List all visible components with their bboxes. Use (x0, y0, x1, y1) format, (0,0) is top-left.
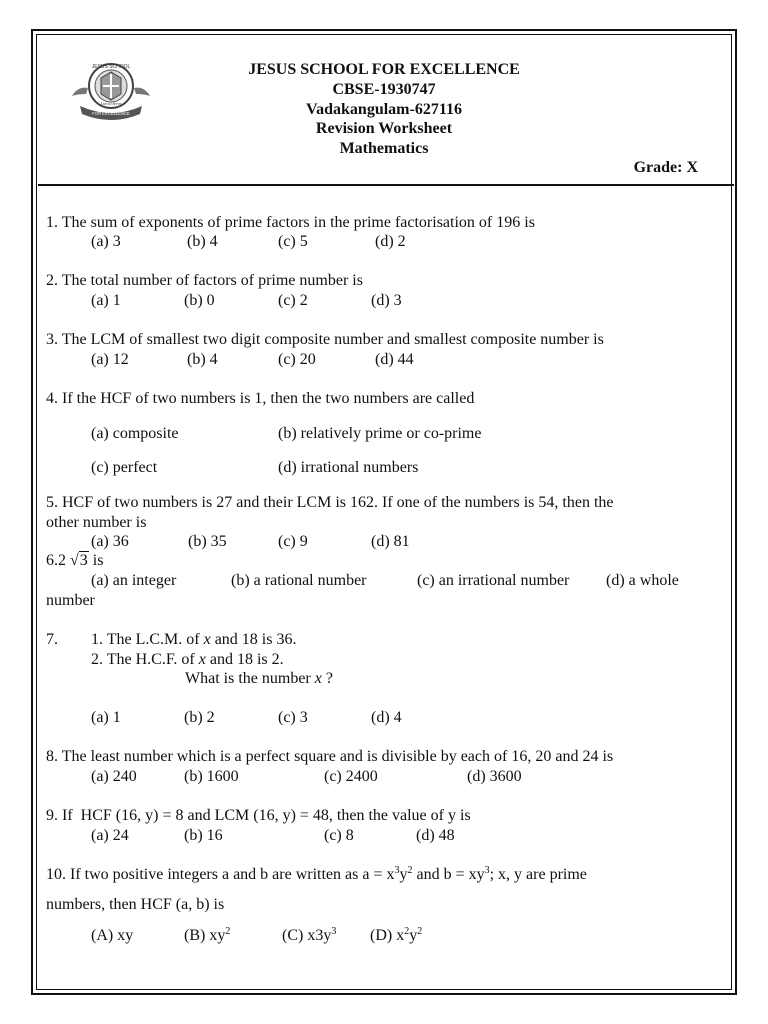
q1-option-d: (d) 2 (375, 233, 406, 250)
q7-var-2: x (198, 651, 206, 668)
q10-t4: ; x, y are prime (489, 866, 587, 883)
q3-option-a: (a) 12 (91, 351, 129, 368)
q10-e3: 3 (484, 865, 490, 876)
q6-option-c: (c) an irrational number (417, 572, 570, 589)
q10-d-exp1: 2 (404, 926, 410, 937)
q1-option-c: (c) 5 (278, 233, 308, 250)
header-divider (38, 184, 734, 186)
q7-statement-1 (91, 630, 296, 650)
logo-bottom-text: FOR EXCELLENCE (92, 111, 130, 116)
subject-title: Mathematics (339, 140, 429, 157)
q3-option-c: (c) 20 (278, 351, 316, 368)
square-root: √3 (70, 552, 88, 569)
question-6-text (46, 551, 103, 571)
q2-option-b: (b) 0 (184, 292, 215, 309)
q9-option-a: (a) 24 (91, 827, 129, 844)
q10-t2: y (399, 866, 408, 883)
q6-option-d-continued: number (46, 592, 95, 609)
q7-statement-2 (91, 650, 284, 670)
q7-s3-b: ? (321, 670, 333, 687)
q1-option-a: (a) 3 (91, 233, 121, 250)
q10-option-d (370, 926, 422, 946)
q8-option-d: (d) 3600 (467, 768, 522, 785)
q10-option-c (282, 926, 336, 946)
q5-option-a: (a) 36 (91, 533, 129, 550)
q10-e2: 2 (407, 865, 413, 876)
q7-s1-a: 1. The L.C.M. of (91, 631, 204, 648)
q6-prefix: 6.2 (46, 552, 70, 569)
question-1-text: 1. The sum of exponents of prime factors in the prime factorisation of 196 is (46, 214, 535, 231)
q7-option-a: (a) 1 (91, 709, 121, 726)
question-5-text-line1: 5. HCF of two numbers is 27 and their LCM is 162. If one of the numbers is 54, then the (46, 494, 614, 511)
q7-s2-a: 2. The H.C.F. of (91, 651, 199, 668)
q7-var-3: x (314, 670, 322, 687)
question-10-text-line1 (46, 865, 587, 885)
q8-option-c: (c) 2400 (324, 768, 378, 785)
q5-option-d: (d) 81 (371, 533, 410, 550)
q10-d-exp2: 2 (417, 926, 423, 937)
question-7-number: 7. (46, 631, 58, 648)
q6-option-d: (d) a whole (606, 572, 679, 589)
q9-option-c: (c) 8 (324, 827, 354, 844)
q2-option-c: (c) 2 (278, 292, 308, 309)
q6-radicand: 3 (79, 552, 88, 569)
q9-option-d: (d) 48 (416, 827, 455, 844)
school-address: Vadakangulam-627116 (306, 101, 462, 118)
q8-option-b: (b) 1600 (184, 768, 239, 785)
q10-c-base: (C) x3y (282, 927, 332, 944)
q7-s2-b: and 18 is 2. (205, 651, 284, 668)
q9-option-b: (b) 16 (184, 827, 223, 844)
q4-option-d: (d) irrational numbers (278, 459, 419, 476)
q4-option-c: (c) perfect (91, 459, 158, 476)
q7-question (185, 669, 333, 689)
q7-var-1: x (203, 631, 211, 648)
q5-option-c: (c) 9 (278, 533, 308, 550)
q5-option-b: (b) 35 (188, 533, 227, 550)
q2-option-a: (a) 1 (91, 292, 121, 309)
q10-b-base: (B) xy (184, 927, 226, 944)
q10-option-a: (A) xy (91, 927, 134, 944)
q10-b-exp: 2 (225, 926, 231, 937)
school-name: JESUS SCHOOL FOR EXCELLENCE (248, 61, 520, 78)
q3-option-b: (b) 4 (187, 351, 218, 368)
q10-d-mid: y (409, 927, 418, 944)
q7-s3-a: What is the number (185, 670, 315, 687)
question-3-text: 3. The LCM of smallest two digit composite number and smallest composite number is (46, 331, 604, 348)
q7-s1-b: and 18 is 36. (210, 631, 297, 648)
question-2-text: 2. The total number of factors of prime number is (46, 272, 363, 289)
q7-option-d: (d) 4 (371, 709, 402, 726)
q6-suffix: is (88, 552, 104, 569)
q2-option-d: (d) 3 (371, 292, 402, 309)
q10-d-base: (D) x (370, 927, 405, 944)
q8-option-a: (a) 240 (91, 768, 137, 785)
question-8-text: 8. The least number which is a perfect square and is divisible by each of 16, 20 and 24 is (46, 748, 614, 765)
q7-option-b: (b) 2 (184, 709, 215, 726)
q10-option-b (184, 926, 230, 946)
q3-option-d: (d) 44 (375, 351, 414, 368)
q4-option-b: (b) relatively prime or co-prime (278, 425, 482, 442)
q7-option-c: (c) 3 (278, 709, 308, 726)
q4-option-a: (a) composite (91, 425, 179, 442)
grade-label: Grade: X (633, 159, 698, 176)
question-10-text-line2: numbers, then HCF (a, b) is (46, 896, 225, 913)
worksheet-title: Revision Worksheet (315, 120, 453, 137)
q6-option-a: (a) an integer (91, 572, 177, 589)
q1-option-b: (b) 4 (187, 233, 218, 250)
question-5-text-line2: other number is (46, 514, 147, 531)
q10-c-exp: 3 (331, 926, 337, 937)
question-4-text: 4. If the HCF of two numbers is 1, then the two numbers are called (46, 390, 475, 407)
q10-t3: and b = xy (412, 866, 485, 883)
logo-top-text: JESUS SCHOOL (91, 64, 131, 70)
q6-option-b: (b) a rational number (231, 572, 367, 589)
cbse-code: CBSE-1930747 (332, 81, 436, 98)
q10-t1: 10. If two positive integers a and b are written as a = x (46, 866, 395, 883)
question-9-text: 9. If HCF (16, y) = 8 and LCM (16, y) = 48, then the value of y is (46, 807, 471, 824)
logo-motto: Live to Serve (100, 101, 122, 106)
q10-e1: 3 (394, 865, 400, 876)
